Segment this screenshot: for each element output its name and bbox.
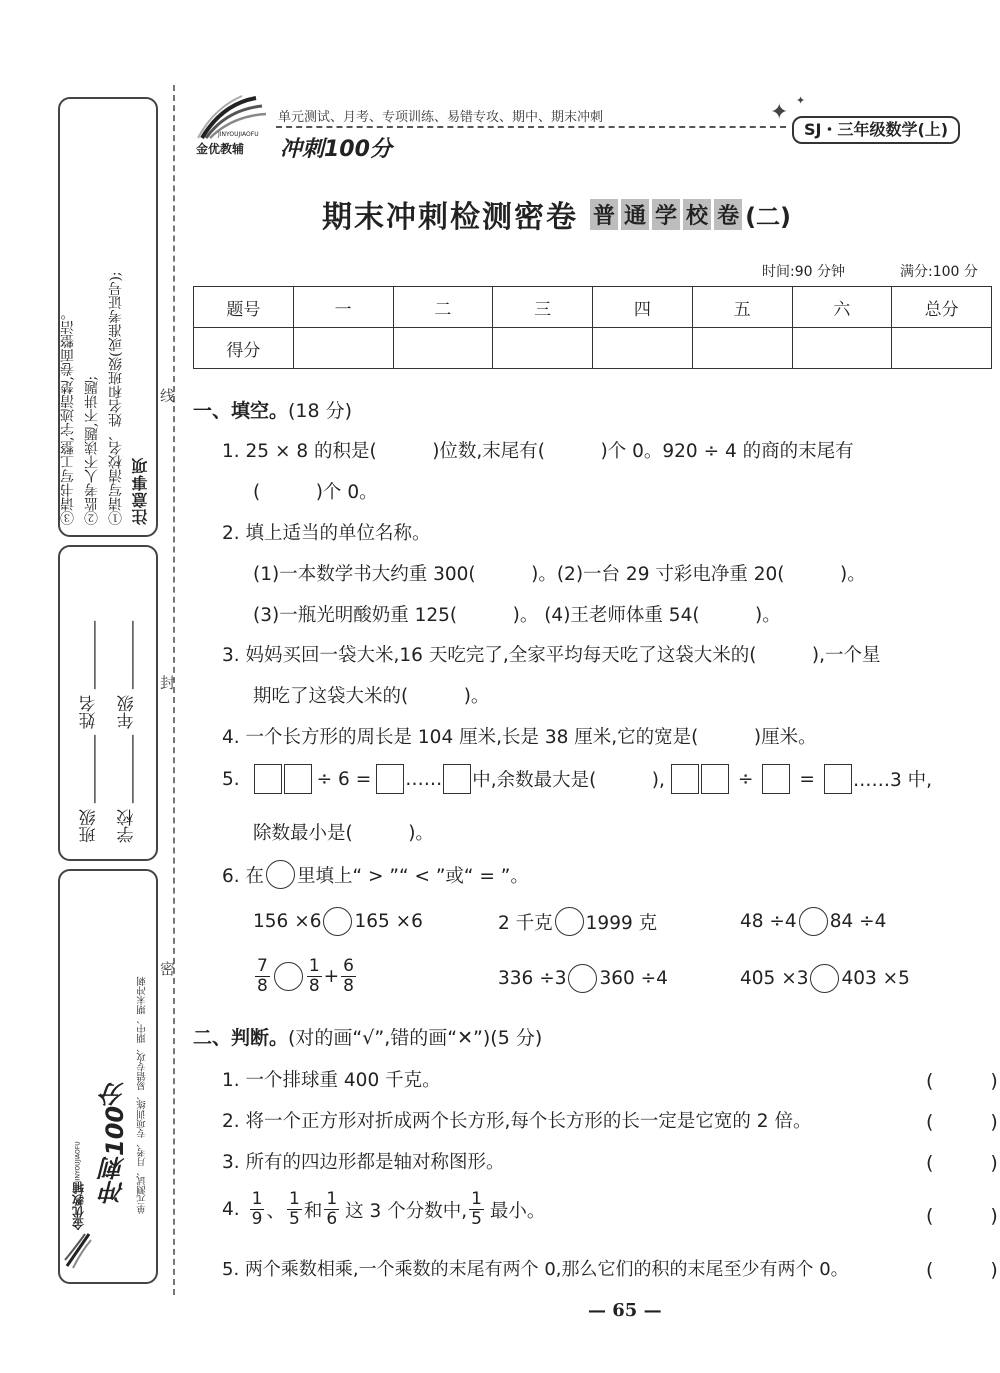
question-3-line-b: 期吃了这袋大米的( )。: [253, 686, 490, 707]
title-chip: 通: [621, 199, 649, 230]
fraction-denominator: 5: [471, 1209, 482, 1229]
header-brand: 冲刺100分: [280, 137, 392, 162]
judge-question-5: 5. 两个乘数相乘,一个乘数的末尾有两个 0,那么它们的积的末尾至少有两个 0。: [222, 1259, 849, 1280]
table-header-cell: 总分: [892, 287, 992, 328]
section2-title: 二、判断。: [193, 1027, 289, 1049]
sparkle-small-icon: ✦: [796, 94, 806, 107]
separator: 、: [266, 1200, 285, 1222]
question-1-line-a: 1. 25 × 8 的积是( )位数,末尾有( )个 0。920 ÷ 4 的商的末尾有: [222, 441, 854, 462]
fraction: [287, 1190, 302, 1229]
compare-item: [740, 907, 886, 936]
score-cell[interactable]: [892, 328, 992, 369]
header-dash: [276, 126, 786, 128]
question-5-line-b: 除数最小是( )。: [253, 823, 434, 844]
compare-circle[interactable]: [274, 962, 303, 991]
sparkle-icon: ✦: [770, 100, 789, 125]
table-header-cell: 一: [293, 287, 393, 328]
answer-paren[interactable]: ( ): [926, 1111, 998, 1133]
student-info-box: [58, 545, 158, 861]
compare-left: 48 ÷4: [740, 911, 797, 932]
page-title: [322, 192, 791, 236]
judge-question-3: 3. 所有的四边形都是轴对称图形。: [222, 1152, 505, 1173]
question-2-line-b: (3)一瓶光明酸奶重 125( )。 (4)王老师体重 54( )。: [253, 605, 781, 626]
book-logo-icon: [63, 1230, 93, 1270]
question-1-line-b: ( )个 0。: [253, 482, 378, 503]
fraction-denominator: 5: [289, 1209, 300, 1229]
judge-question-1: 1. 一个排球重 400 千克。: [222, 1070, 441, 1091]
table-row: [194, 328, 992, 369]
fraction-numerator: 1: [289, 1189, 300, 1209]
notice-line-1: ①请写清校名、姓名和班级(或准考证号);: [108, 271, 124, 525]
question-5-line-a: [222, 764, 932, 794]
judge-question-4: [222, 1190, 545, 1229]
header-logo-pinyin: JINYOUJIAOFU: [218, 131, 259, 138]
notice-line-2: ②监考人不读题,不讲题;: [84, 375, 100, 525]
compare-item: [253, 907, 423, 936]
question-3-line-a: 3. 妈妈买回一袋大米,16 天吃完了,全家平均每天吃了这袋大米的( ),一个星: [222, 645, 881, 666]
digit-box[interactable]: [824, 764, 852, 794]
fraction: [255, 957, 270, 996]
ad-subtitle: 单元测试、月考、专项训练、易错专攻、期中、期末冲刺: [137, 976, 148, 1214]
fraction: [469, 1190, 484, 1229]
compare-left: 156 ×6: [253, 911, 322, 932]
notice-title: 注意事项: [131, 457, 150, 525]
fraction-numerator: 1: [308, 956, 320, 976]
compare-circle[interactable]: [568, 964, 597, 993]
name-field-label: 姓名: [79, 695, 100, 729]
class-field-label: 班级: [79, 809, 100, 843]
score-cell[interactable]: [692, 328, 792, 369]
compare-circle[interactable]: [799, 907, 828, 936]
plus-sign: +: [323, 966, 340, 987]
ad-brand: 冲刺100分: [101, 1081, 129, 1204]
fraction-numerator: 1: [251, 1189, 263, 1209]
question-number: 5.: [222, 768, 240, 790]
q6-text-b: 里填上“ > ”“ < ”或“ = ”。: [297, 865, 529, 887]
digit-box[interactable]: [762, 764, 790, 794]
score-row-label: 得分: [194, 328, 294, 369]
fraction-numerator: 7: [257, 956, 268, 976]
q4-end-text: 最小。: [489, 1200, 546, 1222]
compare-circle[interactable]: [555, 907, 584, 936]
page-title-main: 期末冲刺检测密卷: [322, 200, 578, 235]
compare-circle[interactable]: [323, 907, 352, 936]
question-2: 2. 填上适当的单位名称。: [222, 523, 431, 544]
fraction-denominator: 8: [308, 976, 320, 996]
class-field-blank[interactable]: ________: [76, 735, 97, 803]
question-number: 4.: [222, 1199, 240, 1220]
judge-question-2: 2. 将一个正方形对折成两个长方形,每个长方形的长一定是它宽的 2 倍。: [222, 1111, 812, 1132]
q5-dots: ……: [405, 768, 443, 790]
question-2-line-a: (1)一本数学书大约重 300( )。(2)一台 29 寸彩电净重 20( )。: [253, 564, 866, 585]
ad-logo-text: 金优教辅: [71, 1182, 86, 1230]
compare-left: 2 千克: [498, 912, 553, 934]
fraction-denominator: 8: [257, 976, 268, 996]
table-header-cell: 四: [593, 287, 693, 328]
fraction-denominator: 6: [326, 1209, 338, 1229]
fraction-numerator: 1: [471, 1189, 482, 1209]
score-table: [193, 286, 992, 369]
section1-title: 一、填空。: [193, 400, 289, 422]
grade-field-blank[interactable]: ________: [114, 621, 135, 689]
compare-left: 336 ÷3: [498, 968, 567, 989]
compare-right: 84 ÷4: [829, 911, 887, 932]
q5-division: ÷ 6 =: [316, 768, 372, 790]
grade-badge: SJ・三年级数学(上): [792, 116, 960, 144]
fraction-denominator: 8: [343, 976, 354, 996]
compare-right: 165 ×6: [354, 911, 423, 932]
digit-box[interactable]: [284, 764, 312, 794]
answer-paren[interactable]: ( ): [926, 1259, 998, 1281]
fraction-numerator: 6: [343, 956, 354, 976]
compare-item: [498, 907, 657, 936]
fraction: [324, 1190, 339, 1229]
table-row: [194, 287, 992, 328]
section2-heading: [193, 1023, 542, 1050]
section2-instructions: (对的画“√”,错的画“✕”)(5 分): [288, 1027, 543, 1049]
compare-item: [740, 964, 910, 993]
fraction: [341, 957, 356, 996]
score-cell[interactable]: [493, 328, 593, 369]
table-header-cell: 三: [493, 287, 593, 328]
title-chip: 卷: [714, 199, 742, 230]
q5-divide-sign: ÷: [737, 768, 754, 790]
answer-paren[interactable]: ( ): [926, 1070, 998, 1092]
digit-box[interactable]: [443, 764, 471, 794]
question-4: 4. 一个长方形的周长是 104 厘米,长是 38 厘米,它的宽是( )厘米。: [222, 727, 817, 748]
q6-text-a: 6. 在: [222, 865, 265, 887]
brand-ad-box: [58, 869, 158, 1284]
cut-mark-secret: 密: [160, 960, 176, 978]
compare-right: 403 ×5: [841, 968, 910, 989]
question-6: [222, 860, 529, 889]
score-cell[interactable]: [293, 328, 393, 369]
exam-time: 时间:90 分钟: [762, 264, 845, 280]
exam-full-score: 满分:100 分: [900, 264, 978, 280]
grade-field-label: 年级: [117, 695, 138, 729]
q5-middle-text: 中,余数最大是( ),: [472, 770, 665, 791]
score-cell[interactable]: [593, 328, 693, 369]
section1-heading: [193, 396, 352, 423]
header-subtitle: 单元测试、月考、专项训练、易错专攻、期中、期末冲刺: [278, 110, 604, 125]
answer-paren[interactable]: ( ): [926, 1205, 998, 1227]
header-logo-text: 金优教辅: [196, 142, 245, 156]
q5-end-text: ……3 中,: [852, 770, 932, 791]
table-header-cell: 六: [792, 287, 892, 328]
compare-right: 1999 克: [585, 912, 658, 934]
compare-left: 405 ×3: [740, 968, 809, 989]
fraction: [307, 957, 322, 996]
fraction-numerator: 1: [326, 1189, 338, 1209]
school-field-label: 学校: [117, 809, 138, 843]
digit-box[interactable]: [254, 764, 282, 794]
school-field-blank[interactable]: ________: [114, 735, 135, 803]
digit-box[interactable]: [671, 764, 699, 794]
table-header-cell: 五: [692, 287, 792, 328]
title-chip: 校: [683, 199, 711, 230]
table-header-cell: 题号: [194, 287, 294, 328]
page-title-suffix: (二): [745, 202, 792, 231]
name-field-blank[interactable]: ________: [76, 621, 97, 689]
q4-middle-text: 这 3 个分数中,: [345, 1200, 468, 1222]
cut-mark-seal: 封: [160, 674, 176, 692]
fraction: [250, 1190, 265, 1229]
fraction-denominator: 9: [251, 1209, 263, 1229]
ad-logo-pinyin: JINYOUJIAOFU: [74, 1141, 82, 1182]
score-cell[interactable]: [393, 328, 493, 369]
and-text: 和: [303, 1200, 323, 1222]
page-number: — 65 —: [588, 1300, 662, 1321]
compare-right: 360 ÷4: [599, 968, 668, 989]
q5-equals-sign: =: [799, 768, 815, 790]
notice-box: [58, 97, 158, 537]
compare-circle[interactable]: [266, 860, 295, 889]
answer-paren[interactable]: ( ): [926, 1152, 998, 1174]
compare-fraction-item: [253, 957, 358, 996]
score-cell[interactable]: [792, 328, 892, 369]
table-header-cell: 二: [393, 287, 493, 328]
notice-line-3: ③请书写工整,字迹清楚,卷面整洁。: [60, 306, 76, 525]
title-chip: 普: [590, 199, 618, 230]
digit-box[interactable]: [376, 764, 404, 794]
digit-box[interactable]: [701, 764, 729, 794]
compare-item: [498, 964, 668, 993]
compare-circle[interactable]: [810, 964, 839, 993]
section1-points: (18 分): [288, 400, 353, 422]
title-chip: 学: [652, 199, 680, 230]
cut-mark-line: 线: [160, 387, 176, 405]
